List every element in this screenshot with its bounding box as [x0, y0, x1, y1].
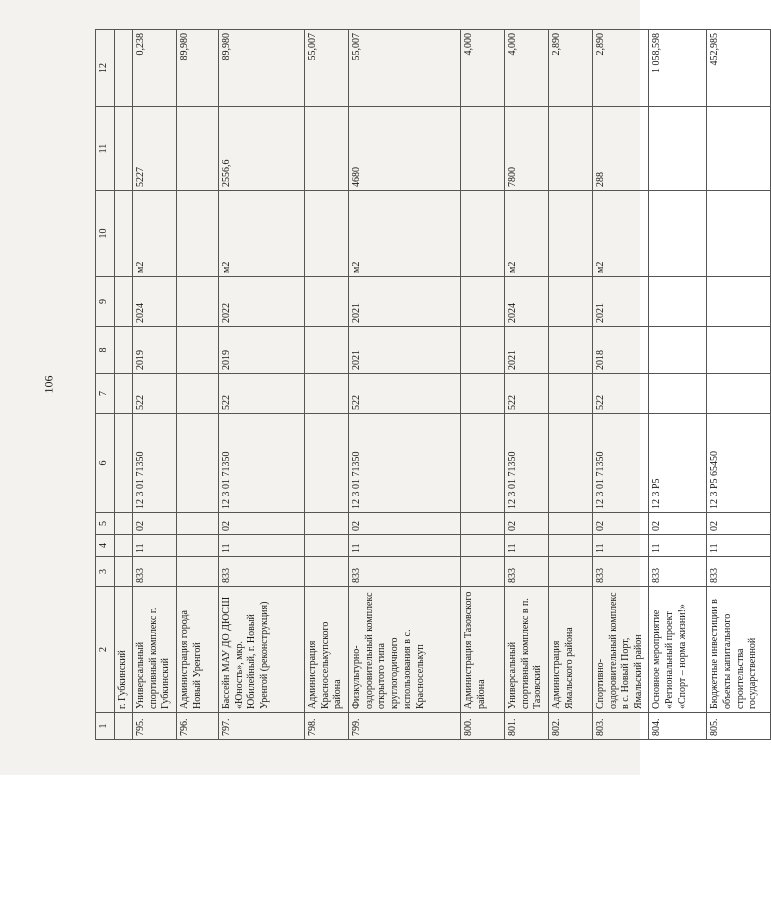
header-cell: 8	[96, 327, 115, 374]
table-cell-col-2: Основное мероприятие «Региональный проект «Спорт – норма жизни!»	[648, 587, 706, 713]
table-cell-col-10	[176, 191, 218, 277]
table-cell-col-10	[460, 191, 504, 277]
table-cell-col-4: 11	[504, 535, 548, 557]
table-cell-col-1: 804.	[648, 713, 706, 740]
table-row	[504, 30, 548, 740]
table-cell-col-2: Универсальный спортивный комплекс в п. Тазовский	[504, 587, 548, 713]
table-header-row	[96, 30, 115, 740]
table-cell-col-9	[176, 277, 218, 327]
table-cell-col-10	[115, 191, 133, 277]
table-cell-col-11: 288	[592, 107, 648, 191]
table-row	[132, 30, 176, 740]
table-cell-col-3: 833	[504, 557, 548, 587]
table-cell-col-7	[304, 374, 348, 414]
table-cell-col-7	[115, 374, 133, 414]
table-cell-col-4: 11	[706, 535, 770, 557]
table-cell-col-11	[548, 107, 592, 191]
table-cell-col-2: Администрация Ямальского района	[548, 587, 592, 713]
table-cell-col-9: 2021	[592, 277, 648, 327]
table-cell-col-11	[115, 107, 133, 191]
table-cell-col-12: 55,007	[348, 30, 460, 107]
header-cell: 5	[96, 513, 115, 535]
table-cell-col-12: 2,890	[592, 30, 648, 107]
table-cell-col-5: 02	[132, 513, 176, 535]
table-cell-col-2: г. Губкинский	[115, 587, 133, 713]
table-cell-col-1	[115, 713, 133, 740]
budget-table	[95, 29, 771, 740]
table-cell-col-2: Физкультурно-оздоровительный комплекс открытого типа круглогодичного использования в с. Красноселькуп	[348, 587, 460, 713]
table-cell-col-9	[648, 277, 706, 327]
table-cell-col-8: 2019	[218, 327, 304, 374]
page-number: 106	[41, 375, 56, 394]
table-cell-col-12: 1 058,598	[648, 30, 706, 107]
table-cell-col-2: Администрация Красноселькупского района	[304, 587, 348, 713]
table-cell-col-3	[460, 557, 504, 587]
table-cell-col-5: 02	[348, 513, 460, 535]
table-cell-col-6: 12 3 P5	[648, 414, 706, 513]
table-cell-col-12: 55,007	[304, 30, 348, 107]
table-cell-col-5	[548, 513, 592, 535]
table-cell-col-7: 522	[504, 374, 548, 414]
header-cell: 1	[96, 713, 115, 740]
table-cell-col-11	[304, 107, 348, 191]
table-cell-col-7: 522	[592, 374, 648, 414]
table-cell-col-10	[706, 191, 770, 277]
table-cell-col-1: 799.	[348, 713, 460, 740]
table-cell-col-10	[548, 191, 592, 277]
table-cell-col-12: 452,985	[706, 30, 770, 107]
table-cell-col-12: 4,000	[460, 30, 504, 107]
table-cell-col-11: 2556,6	[218, 107, 304, 191]
table-cell-col-10: м2	[504, 191, 548, 277]
table-cell-col-11: 4680	[348, 107, 460, 191]
table-cell-col-3	[176, 557, 218, 587]
table-cell-col-6: 12 3 01 71350	[348, 414, 460, 513]
table-cell-col-5: 02	[504, 513, 548, 535]
table-cell-col-11: 5227	[132, 107, 176, 191]
table-cell-col-12: 0,238	[132, 30, 176, 107]
table-cell-col-1: 801.	[504, 713, 548, 740]
table-cell-col-6: 12 3 01 71350	[592, 414, 648, 513]
table-cell-col-2: Бассейн МАУ ДО ДЮСШ «Юность», мкр. Юбилейный, г. Новый Уренгой (реконструкция)	[218, 587, 304, 713]
table-cell-col-9	[548, 277, 592, 327]
table-cell-col-11	[176, 107, 218, 191]
table-cell-col-6	[115, 414, 133, 513]
header-cell: 6	[96, 414, 115, 513]
table-row	[304, 30, 348, 740]
table-cell-col-2: Администрация города Новый Уренгой	[176, 587, 218, 713]
page-margin	[0, 775, 640, 905]
table-cell-col-4: 11	[592, 535, 648, 557]
table-cell-col-11	[460, 107, 504, 191]
header-cell: 12	[96, 30, 115, 107]
table-cell-col-8	[176, 327, 218, 374]
table-row	[648, 30, 706, 740]
table-cell-col-1: 800.	[460, 713, 504, 740]
table-cell-col-8: 2018	[592, 327, 648, 374]
table-cell-col-9	[460, 277, 504, 327]
table-cell-col-7	[548, 374, 592, 414]
table-cell-col-2: Спортивно-оздоровительный комплекс в с. Новый Порт, Ямальский район	[592, 587, 648, 713]
table-cell-col-1: 805.	[706, 713, 770, 740]
table-cell-col-3: 833	[592, 557, 648, 587]
table-cell-col-5	[176, 513, 218, 535]
table-cell-col-3: 833	[132, 557, 176, 587]
table-cell-col-1: 795.	[132, 713, 176, 740]
table-cell-col-8: 2019	[132, 327, 176, 374]
table-cell-col-12: 89,980	[218, 30, 304, 107]
table-cell-col-6: 12 3 01 71350	[504, 414, 548, 513]
table-cell-col-4	[115, 535, 133, 557]
table-cell-col-8	[460, 327, 504, 374]
header-cell: 3	[96, 557, 115, 587]
table-cell-col-6	[460, 414, 504, 513]
table-cell-col-8	[648, 327, 706, 374]
table-cell-col-5	[115, 513, 133, 535]
table-cell-col-4	[548, 535, 592, 557]
table-row	[706, 30, 770, 740]
table-cell-col-10: м2	[592, 191, 648, 277]
table-cell-col-4: 11	[348, 535, 460, 557]
table-cell-col-8	[706, 327, 770, 374]
table-cell-col-9: 2024	[504, 277, 548, 327]
table-cell-col-2: Универсальный спортивный комплекс г. Губкинский	[132, 587, 176, 713]
table-cell-col-5	[460, 513, 504, 535]
table-cell-col-11	[706, 107, 770, 191]
table-cell-col-7	[460, 374, 504, 414]
table-cell-col-8	[115, 327, 133, 374]
table-row	[176, 30, 218, 740]
table-cell-col-4: 11	[648, 535, 706, 557]
table-cell-col-8: 2021	[504, 327, 548, 374]
rotated-table-wrapper	[95, 30, 759, 740]
table-cell-col-9: 2021	[348, 277, 460, 327]
table-cell-col-5: 02	[648, 513, 706, 535]
table-cell-col-9	[304, 277, 348, 327]
table-cell-col-9: 2022	[218, 277, 304, 327]
table-cell-col-5: 02	[706, 513, 770, 535]
table-cell-col-6: 12 3 01 71350	[218, 414, 304, 513]
table-cell-col-3: 833	[348, 557, 460, 587]
table-cell-col-7: 522	[132, 374, 176, 414]
table-cell-col-4	[460, 535, 504, 557]
table-cell-col-4	[304, 535, 348, 557]
table-cell-col-7	[706, 374, 770, 414]
table-row	[548, 30, 592, 740]
header-cell: 9	[96, 277, 115, 327]
table-cell-col-9	[115, 277, 133, 327]
table-cell-col-6: 12 3 01 71350	[132, 414, 176, 513]
table-cell-col-8	[304, 327, 348, 374]
table-cell-col-6	[548, 414, 592, 513]
table-cell-col-3: 833	[218, 557, 304, 587]
table-cell-col-11	[648, 107, 706, 191]
header-cell: 4	[96, 535, 115, 557]
table-cell-col-4: 11	[132, 535, 176, 557]
table-cell-col-3: 833	[648, 557, 706, 587]
table-cell-col-12: 89,980	[176, 30, 218, 107]
table-cell-col-5: 02	[218, 513, 304, 535]
header-cell: 10	[96, 191, 115, 277]
table-cell-col-2: Администрация Тазовского района	[460, 587, 504, 713]
table-cell-col-5: 02	[592, 513, 648, 535]
table-cell-col-7	[176, 374, 218, 414]
table-cell-col-3	[115, 557, 133, 587]
table-row	[460, 30, 504, 740]
table-cell-col-9	[706, 277, 770, 327]
table-cell-col-1: 797.	[218, 713, 304, 740]
table-cell-col-7: 522	[348, 374, 460, 414]
table-cell-col-10: м2	[132, 191, 176, 277]
table-cell-col-1: 796.	[176, 713, 218, 740]
table-cell-col-2: Бюджетные инвестиции в объекты капитального строительства государственной	[706, 587, 770, 713]
table-cell-col-10	[648, 191, 706, 277]
header-cell: 11	[96, 107, 115, 191]
table-cell-col-1: 803.	[592, 713, 648, 740]
table-cell-col-9: 2024	[132, 277, 176, 327]
table-cell-col-6: 12 3 P5 65450	[706, 414, 770, 513]
table-cell-col-5	[304, 513, 348, 535]
table-cell-col-4	[176, 535, 218, 557]
table-row	[592, 30, 648, 740]
table-cell-col-12: 4,000	[504, 30, 548, 107]
table-cell-col-1: 798.	[304, 713, 348, 740]
table-cell-col-11: 7800	[504, 107, 548, 191]
table-cell-col-10	[304, 191, 348, 277]
table-cell-col-4: 11	[218, 535, 304, 557]
table-row	[115, 30, 133, 740]
table-cell-col-3	[304, 557, 348, 587]
table-row	[348, 30, 460, 740]
table-cell-col-1: 802.	[548, 713, 592, 740]
table-cell-col-8	[548, 327, 592, 374]
header-cell: 7	[96, 374, 115, 414]
header-cell: 2	[96, 587, 115, 713]
table-cell-col-12	[115, 30, 133, 107]
table-cell-col-3	[548, 557, 592, 587]
table-cell-col-12: 2,890	[548, 30, 592, 107]
table-cell-col-6	[304, 414, 348, 513]
table-cell-col-8: 2021	[348, 327, 460, 374]
table-cell-col-10: м2	[348, 191, 460, 277]
table-cell-col-3: 833	[706, 557, 770, 587]
table-cell-col-7	[648, 374, 706, 414]
table-cell-col-6	[176, 414, 218, 513]
table-cell-col-7: 522	[218, 374, 304, 414]
table-row	[218, 30, 304, 740]
table-cell-col-10: м2	[218, 191, 304, 277]
